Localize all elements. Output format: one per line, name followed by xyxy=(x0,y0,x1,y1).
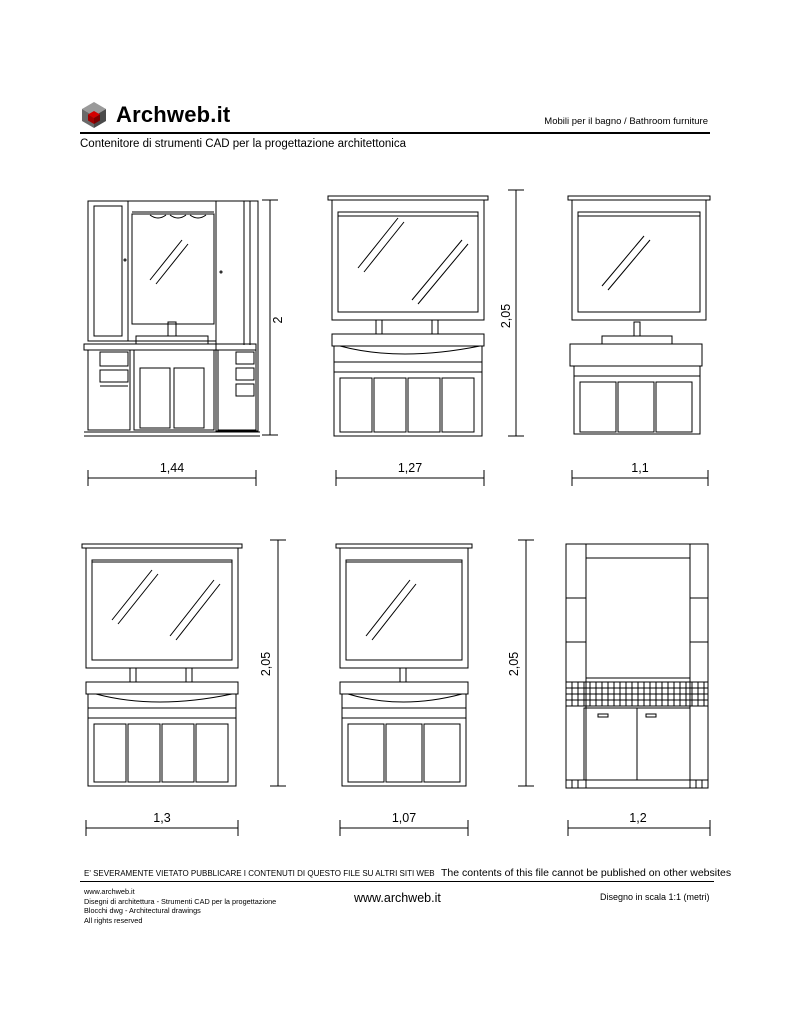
width-label-6: 1,2 xyxy=(629,811,647,825)
footer-credit-line: www.archweb.it xyxy=(84,887,135,896)
width-label-1: 1,44 xyxy=(159,461,185,475)
footer-credits xyxy=(84,887,276,925)
height-label-2: 2,05 xyxy=(499,303,513,329)
height-label-5: 2,05 xyxy=(507,651,521,677)
vanity-elevation-3 xyxy=(568,196,710,486)
warning-italian: E' SEVERAMENTE VIETATO PUBBLICARE I CONTENUTI DI QUESTO FILE SU ALTRI SITI WEB xyxy=(84,869,435,878)
vanity-elevation-4 xyxy=(82,540,286,836)
width-label-4: 1,3 xyxy=(153,811,171,825)
footer-credit-line: Blocchi dwg - Architectural drawings xyxy=(84,906,201,916)
scale-note: Disegno in scala 1:1 (metri) xyxy=(600,892,710,902)
category-label: Mobili per il bagno / Bathroom furniture xyxy=(544,116,708,127)
vanity-elevation-5 xyxy=(336,540,534,836)
footer-credit-line: Disegni di architettura - Strumenti CAD per la progettazione xyxy=(84,896,277,906)
width-label-5: 1,07 xyxy=(391,811,417,825)
width-label-2: 1,27 xyxy=(397,461,423,475)
vanity-elevation-1 xyxy=(84,200,278,486)
warning-english: The contents of this file cannot be published on other websites xyxy=(441,867,732,879)
height-label-1: 2 xyxy=(271,316,285,324)
footer-divider xyxy=(80,881,714,882)
vanity-elevation-6 xyxy=(566,544,710,836)
tagline: Contenitore di strumenti CAD per la progettazione architettonica xyxy=(80,138,407,150)
brand-title: Archweb.it xyxy=(116,102,231,127)
width-label-3: 1,1 xyxy=(631,461,649,475)
footer-credit-line: All rights reserved xyxy=(84,915,143,925)
footer-site-link[interactable]: www.archweb.it xyxy=(354,891,441,905)
vanity-elevation-2 xyxy=(328,190,524,486)
height-label-4: 2,05 xyxy=(259,651,273,677)
